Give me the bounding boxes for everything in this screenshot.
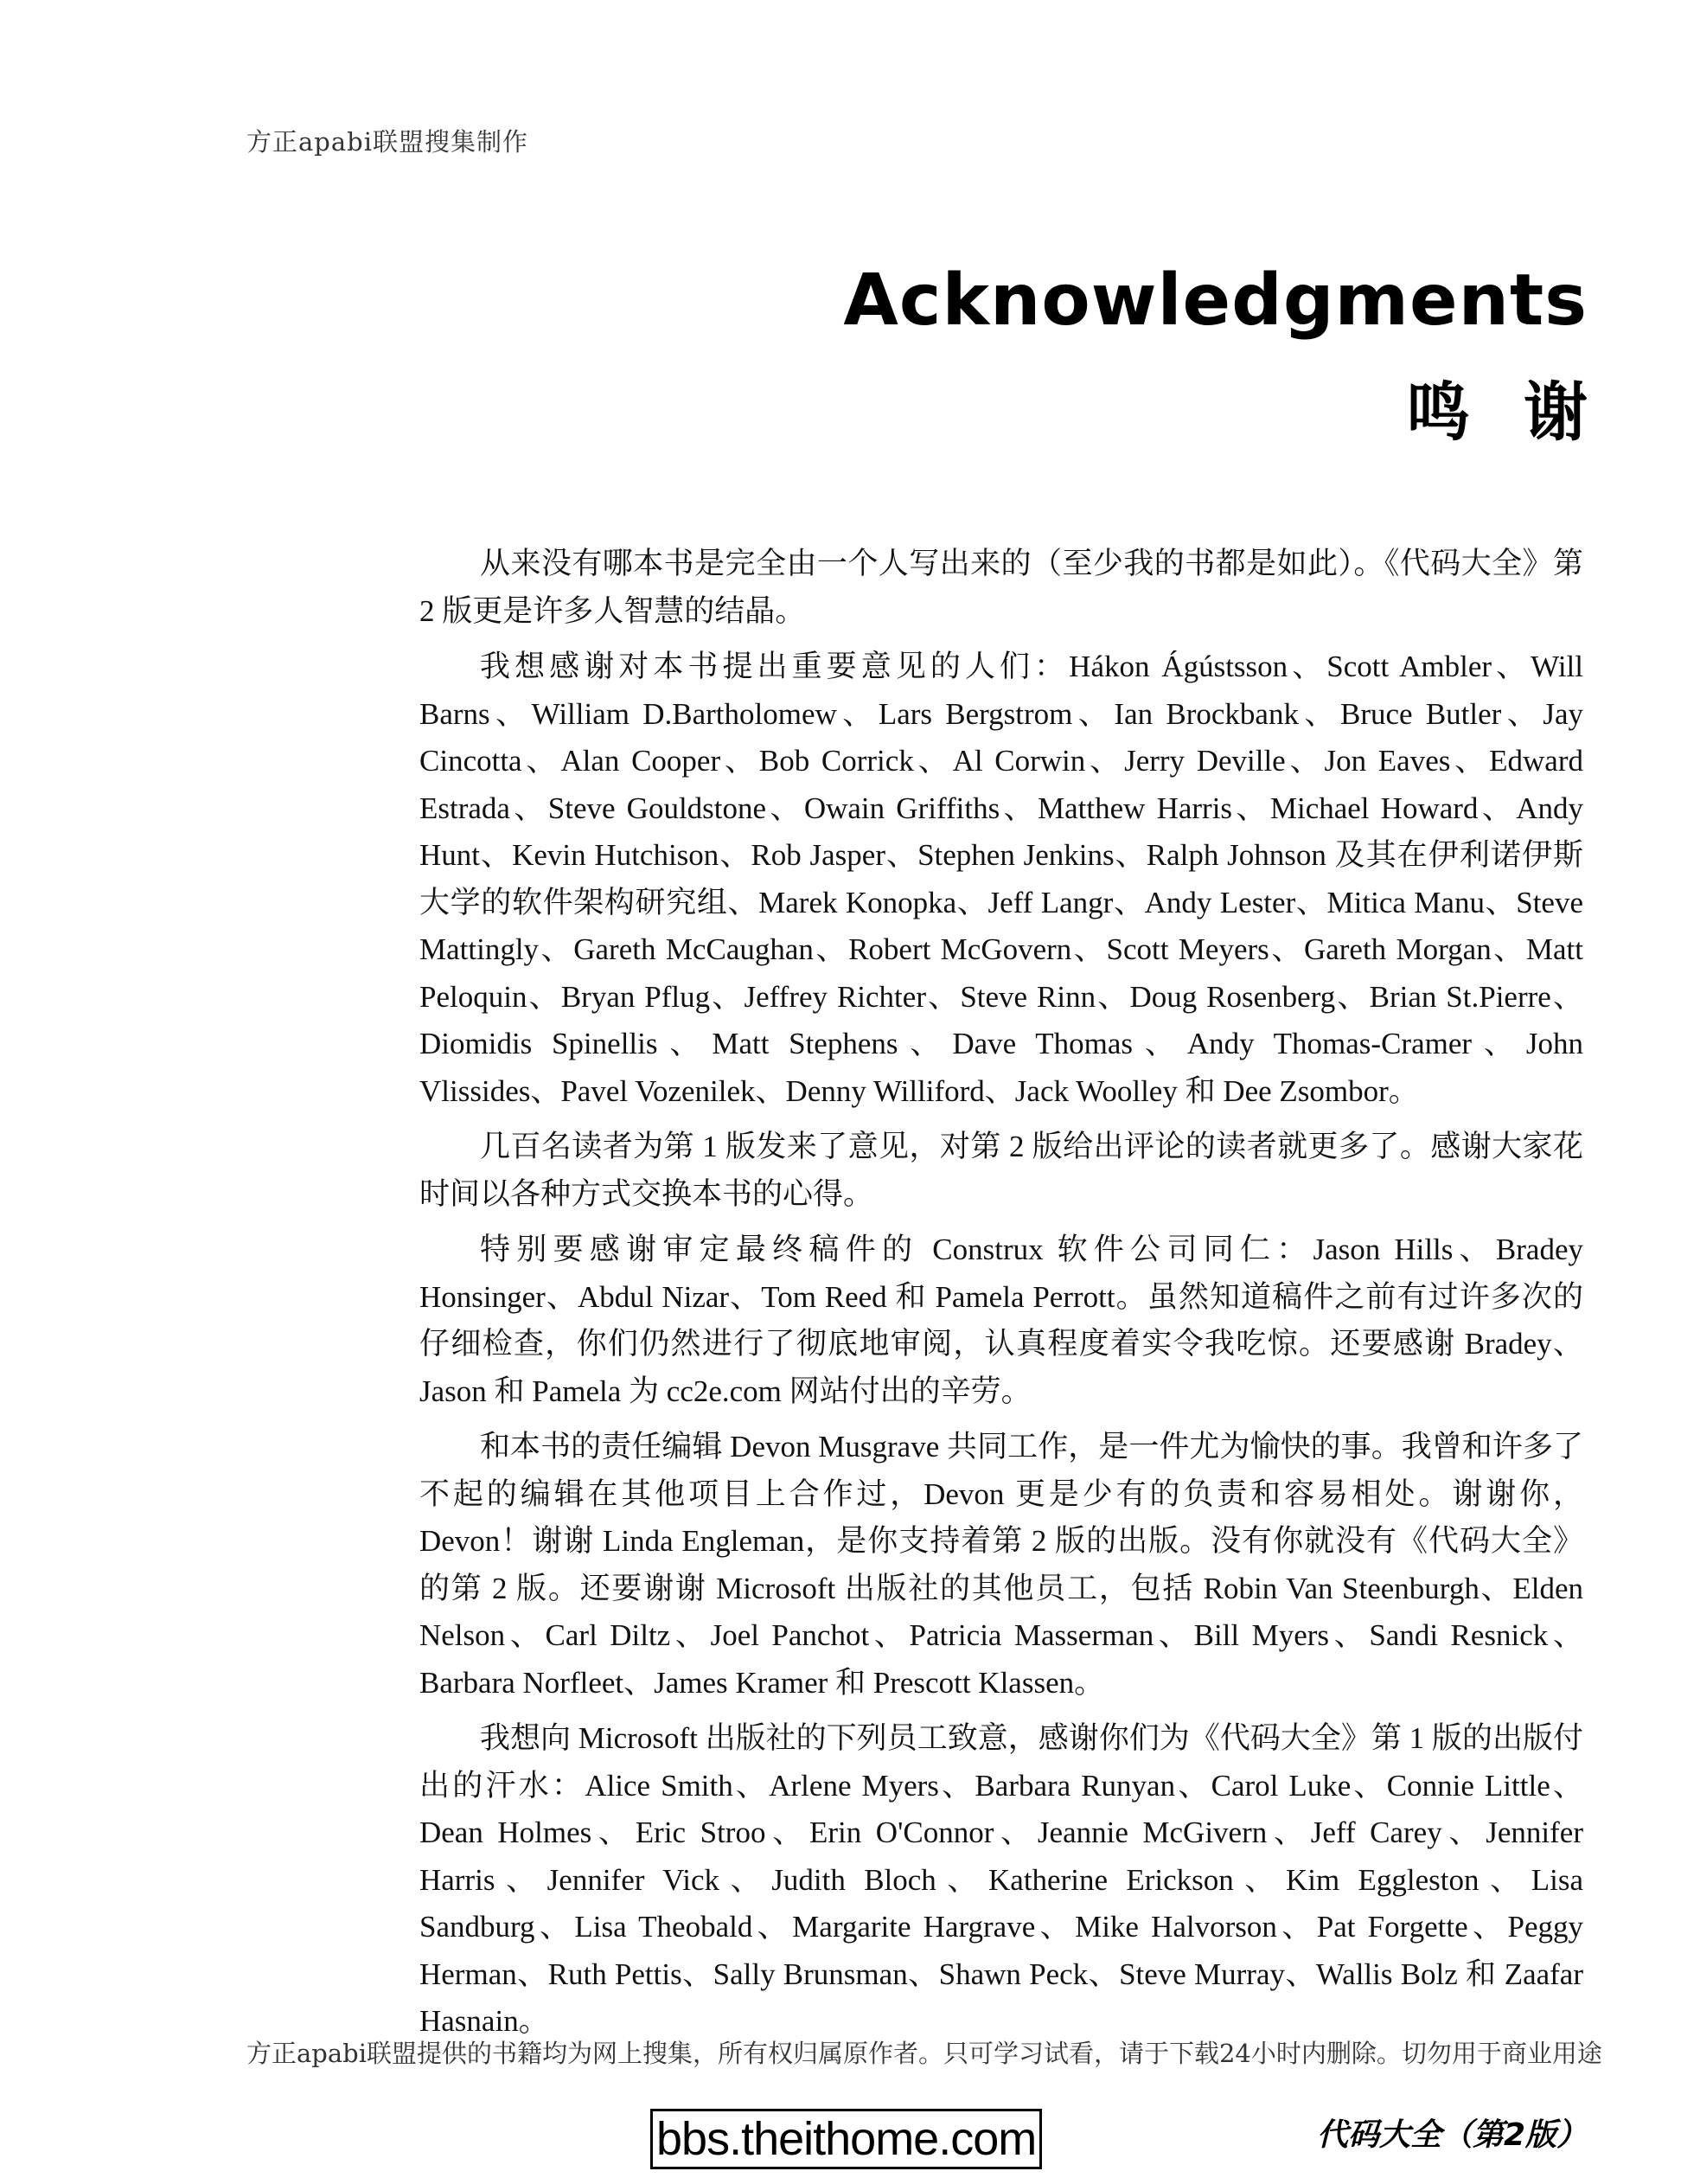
footer-notice: 方正apabi联盟提供的书籍均为网上搜集，所有权归属原作者。只可学习试看，请于下载24小时内删除。切勿用于商业用途 (246, 2039, 1602, 2068)
paragraph-editors: 和本书的责任编辑 Devon Musgrave 共同工作，是一件尤为愉快的事。我曾和许多了不起的编辑在其他项目上合作过，Devon 更是少有的负责和容易相处。谢谢你，Devon！谢谢 Linda Engleman，是你支持着第 2 版的出版。没有你就没有《代码大全》的第 2 版。还要谢谢 Microsoft 出版社的其他员工，包括 Robin Van Steenburgh、Elden Nelson、Carl Diltz、Joel Panchot、Patricia Masserman、Bill Myers、Sandi Resnick、Barbara Norfleet、James Kramer 和 Prescott Klassen。 (419, 1430, 1583, 1700)
paragraph-first-edition-staff: 我想向 Microsoft 出版社的下列员工致意，感谢你们为《代码大全》第 1 版的出版付出的汗水：Alice Smith、Arlene Myers、Barbara Runyan、Carol Luke、Connie Little、Dean Holmes、Eric Stroo、Erin O'Connor、Jeannie McGivern、Jeff Carey、Jennifer Harris、Jennifer Vick、Judith Bloch、Katherine Erickson、Kim Eggleston、Lisa Sandburg、Lisa Theobald、Margarite Hargrave、Mike Halvorson、Pat Forgette、Peggy Herman、Ruth Pettis、Sally Brunsman、Shawn Peck、Steve Murray、Wallis Bolz 和 Zaafar Hasnain。 (419, 1721, 1583, 2038)
acknowledgments-body (419, 541, 1583, 2054)
footer-site-link[interactable]: bbs.theithome.com (650, 2109, 1042, 2169)
header-watermark: 方正apabi联盟搜集制作 (246, 127, 528, 157)
page-title-chinese: 鸣谢 (1406, 375, 1641, 450)
footer-book-title: 代码大全（第2版） (1316, 2117, 1588, 2153)
paragraph-readers: 几百名读者为第 1 版发来了意见，对第 2 版给出评论的读者就更多了。感谢大家花时间以各种方式交换本书的心得。 (419, 1130, 1583, 1211)
paragraph-reviewers: 我想感谢对本书提出重要意见的人们：Hákon Ágústsson、Scott Ambler、Will Barns、William D.Bartholomew、Lars Bergstrom、Ian Brockbank、Bruce Butler、Jay Cincotta、Alan Cooper、Bob Corrick、Al Corwin、Jerry Deville、Jon Eaves、Edward Estrada、Steve Gouldstone、Owain Griffiths、Matthew Harris、Michael Howard、Andy Hunt、Kevin Hutchison、Rob Jasper、Stephen Jenkins、Ralph Johnson 及其在伊利诺伊斯大学的软件架构研究组、Marek Konopka、Jeff Langr、Andy Lester、Mitica Manu、Steve Mattingly、Gareth McCaughan、Robert McGovern、Scott Meyers、Gareth Morgan、Matt Peloquin、Bryan Pflug、Jeffrey Richter、Steve Rinn、Doug Rosenberg、Brian St.Pierre、Diomidis Spinellis、Matt Stephens、Dave Thomas、Andy Thomas-Cramer、John Vlissides、Pavel Vozenilek、Denny Williford、Jack Woolley 和 Dee Zsombor。 (419, 650, 1583, 1108)
paragraph-intro: 从来没有哪本书是完全由一个人写出来的（至少我的书都是如此）。《代码大全》第 2 版更是许多人智慧的结晶。 (419, 547, 1583, 628)
page-title-english: Acknowledgments (843, 259, 1588, 342)
paragraph-construx: 特别要感谢审定最终稿件的 Construx 软件公司同仁：Jason Hills、Bradey Honsinger、Abdul Nizar、Tom Reed 和 Pamela Perrott。虽然知道稿件之前有过许多次的仔细检查，你们仍然进行了彻底地审阅，认真程度着实令我吃惊。还要感谢 Bradey、Jason 和 Pamela 为 cc2e.com 网站付出的辛劳。 (419, 1233, 1583, 1408)
